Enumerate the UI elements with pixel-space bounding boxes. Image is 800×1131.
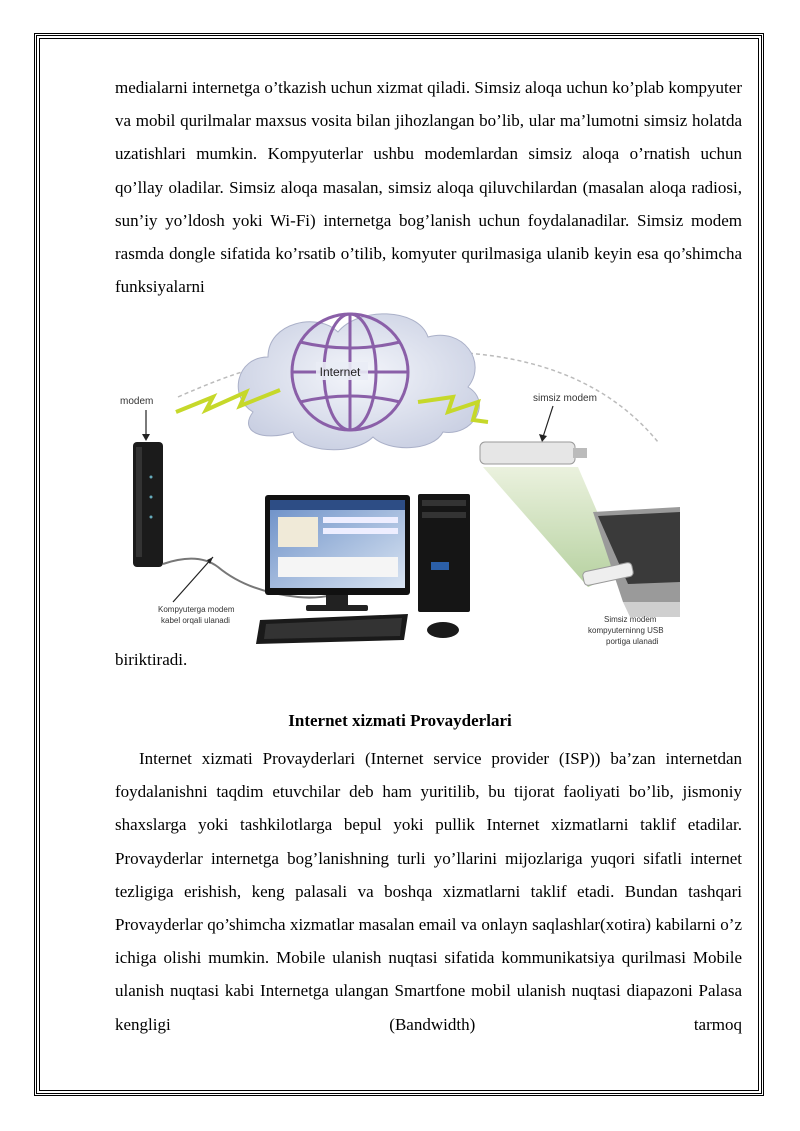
internet-cloud bbox=[238, 314, 479, 450]
section-heading: Internet xizmati Provayderlari bbox=[288, 711, 512, 730]
internet-connection-figure bbox=[118, 302, 680, 652]
monitor bbox=[265, 495, 410, 611]
modem-device bbox=[133, 442, 163, 567]
paragraph-1-tail: biriktiradi. bbox=[115, 650, 188, 669]
usb-caption-line2: kompyuterninng USB bbox=[588, 626, 664, 635]
paragraph-1 bbox=[115, 71, 742, 303]
computer-tower bbox=[418, 494, 470, 612]
wireless-modem-label: simsiz modem bbox=[533, 393, 597, 404]
cable-caption-line2: kabel orqali ulanadi bbox=[161, 616, 230, 625]
usb-caption-line1: Simsiz modem bbox=[604, 615, 657, 624]
usb-caption-line3: portiga ulanadi bbox=[606, 637, 659, 646]
cable-caption-line1: Kompyuterga modem bbox=[158, 605, 235, 614]
paragraph-2 bbox=[115, 742, 742, 1041]
usb-dongle-large bbox=[480, 442, 587, 464]
mouse bbox=[427, 622, 459, 638]
modem-label: modem bbox=[120, 396, 154, 407]
keyboard bbox=[256, 614, 408, 644]
internet-label: Internet bbox=[319, 365, 361, 379]
paragraph-2-text: Internet xizmati Provayderlari (Internet service provider (ISP)) ba’zan internetdan foydalanishni taqdim etuvchilar deb ham yuritilib, bu tijorat faoliyati bo’lib, jismoniy shaxslarga yoki tashkilotlarga bepul yoki pullik Internet xizmatlarni taklif etadilar. Provayderlar internetga bog’lanishning turli yo’llarini mijozlariga yuqori sifatli internet tezligiga erishish, keng palasali va boshqa xizmatlarni taklif etadi. Bundan tashqari Provayderlar qo’shimcha xizmatlar masalan email va onlayn saqlashlar(xotira) kabilarni o’z ichiga olishi mumkin. Mobile ulanish nuqtasi sifatida kommunikatsiya qurilmasi Mobile ulanish nuqtasi kabi Internetga ulangan Smartfone mobil ulanish nuqtasi diapazoni Palasa kengligi (Bandwidth) tarmoq bbox=[115, 749, 742, 1034]
paragraph-1-text: medialarni internetga o’tkazish uchun xizmat qiladi. Simsiz aloqa uchun ko’plab kompyuter va mobil qurilmalar maxsus vosita bilan jihozlangan bo’lib, ular ma’lumotni simsiz holatda uzatishlari mumkin. Kompyuterlar ushbu modemlardan simsiz aloqa o’rnatish uchun qo’llay oladilar. Simsiz aloqa masalan, simsiz aloqa qiluvchilardan (masalan aloqa radiosi, sun’iy yo’ldosh yoki Wi-Fi) internetga bog’lanish uchun foydalanadilar. Simsiz modem rasmda dongle sifatida ko’rsatib o’tilib, komyuter qurilmasiga ulanib keyin esa qo’shimcha funksiyalarni bbox=[115, 78, 742, 297]
